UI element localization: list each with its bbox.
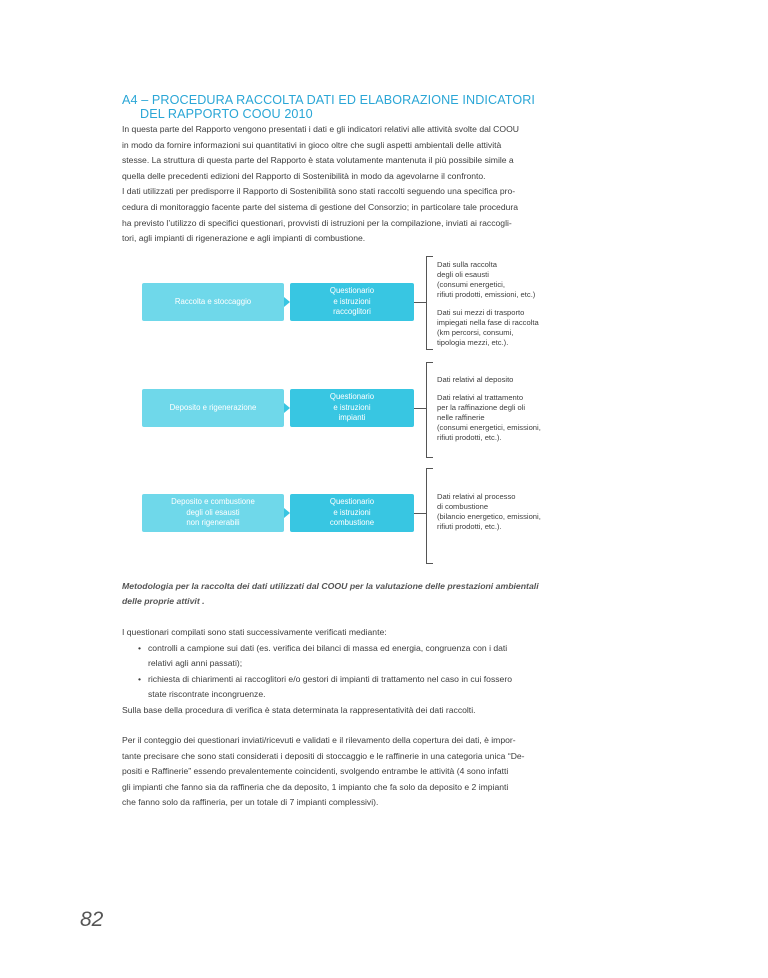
figure-caption: Metodologia per la raccolta dei dati utilizzati dal COOU per la valutazione delle prestazioni ambientali delle proprie attivit . xyxy=(122,581,539,606)
intro-line: ha previsto l’utilizzo di specifici questionari, provvisti di istruzioni per la compilazione, inviati ai raccogli- xyxy=(122,217,512,228)
connector-line xyxy=(414,513,426,514)
output-block: Dati relativi al deposito xyxy=(437,375,514,384)
list-item: • richiesta di chiarimenti ai raccoglitori e/o gestori di impianti di trattamento nel caso in cui fossero xyxy=(122,672,592,688)
list-item-continuation: state riscontrate incongruenze. xyxy=(148,689,266,700)
intro-line: tori, agli impianti di rigenerazione e agli impianti di combustione. xyxy=(122,233,366,244)
intro-line: I dati utilizzati per predisporre il Rapporto di Sostenibilità sono stati raccolti seguendo una specifica pro- xyxy=(122,186,516,197)
final-paragraph: Per il conteggio dei questionari inviati/ricevuti e validati e il rilevamento della copertura dei dati, è impor- tante precisare che sono stati considerati i depositi di stoccaggio e le raffinerie in una categoria unica “De- positi e Raffinerie” essendo prevalentemente coincidenti, svolgendo entrambe le attività (4 sono infatti gli impianti che fanno sia da raffineria che da deposito, 1 impianto che fa solo da deposito e 2 impianti che fanno solo da raffineria, per un totale di 7 impianti complessivi). xyxy=(122,735,525,808)
bracket xyxy=(426,468,433,564)
output-block: Dati sui mezzi di trasporto impiegati nella fase di raccolta (km percorsi, consumi, tipologia mezzi, etc.). xyxy=(437,308,539,347)
list-item: • controlli a campione sui dati (es. verifica dei bilanci di massa ed energia, congruenza con i dati xyxy=(122,641,592,657)
output-block: Dati sulla raccolta degli oli esausti (consumi energetici, rifiuti prodotti, emissioni, etc.) xyxy=(437,260,536,299)
intro-paragraph xyxy=(122,122,586,247)
bracket xyxy=(426,362,433,458)
source-box-raccolta: Raccolta e stoccaggio xyxy=(142,283,284,321)
questionnaire-box-combustione: Questionario e istruzioni combustione xyxy=(290,494,414,532)
output-block: Dati relativi al trattamento per la raffinazione degli oli nelle raffinerie (consumi energetici, emissioni, rifiuti prodotti, etc.). xyxy=(437,393,541,442)
list-item-continuation: relativi agli anni passati); xyxy=(148,658,243,669)
questionnaire-box-raccoglitori: Questionario e istruzioni raccoglitori xyxy=(290,283,414,321)
output-block: Dati relativi al processo di combustione (bilancio energetico, emissioni, rifiuti prodotti, etc.). xyxy=(437,492,541,531)
page-number: 82 xyxy=(80,908,104,931)
verification-section xyxy=(122,625,592,719)
connector-line xyxy=(414,302,426,303)
intro-line: quella delle precedenti edizioni del Rapporto di Sostenibilità in modo da agevolarne il confronto. xyxy=(122,170,486,181)
intro-line: in modo da fornire informazioni sui quantitativi in gioco oltre che sugli aspetti ambientali delle attività xyxy=(122,139,502,150)
heading-line-2: DEL RAPPORTO COOU 2010 xyxy=(140,107,313,121)
intro-line: In questa parte del Rapporto vengono presentati i dati e gli indicatori relativi alle attività svolte dal COOU xyxy=(122,124,519,134)
connector-line xyxy=(414,408,426,409)
bracket xyxy=(426,256,433,350)
verification-lead: I questionari compilati sono stati successivamente verificati mediante: xyxy=(122,627,387,637)
questionnaire-box-impianti: Questionario e istruzioni impianti xyxy=(290,389,414,427)
source-box-deposito-combustione: Deposito e combustione degli oli esausti non rigenerabili xyxy=(142,494,284,532)
source-box-deposito-rigenerazione: Deposito e rigenerazione xyxy=(142,389,284,427)
intro-line: cedura di monitoraggio facente parte del sistema di gestione del Consorzio; in particolare tale procedura xyxy=(122,201,519,212)
heading-line-1: A4 – PROCEDURA RACCOLTA DATI ED ELABORAZIONE INDICATORI xyxy=(122,93,536,107)
verification-closing: Sulla base della procedura di verifica è stata determinata la rappresentatività dei dati raccolti. xyxy=(122,704,476,715)
section-heading xyxy=(122,93,582,121)
intro-line: stesse. La struttura di questa parte del Rapporto è stata volutamente mantenuta il più possibile simile a xyxy=(122,155,514,166)
